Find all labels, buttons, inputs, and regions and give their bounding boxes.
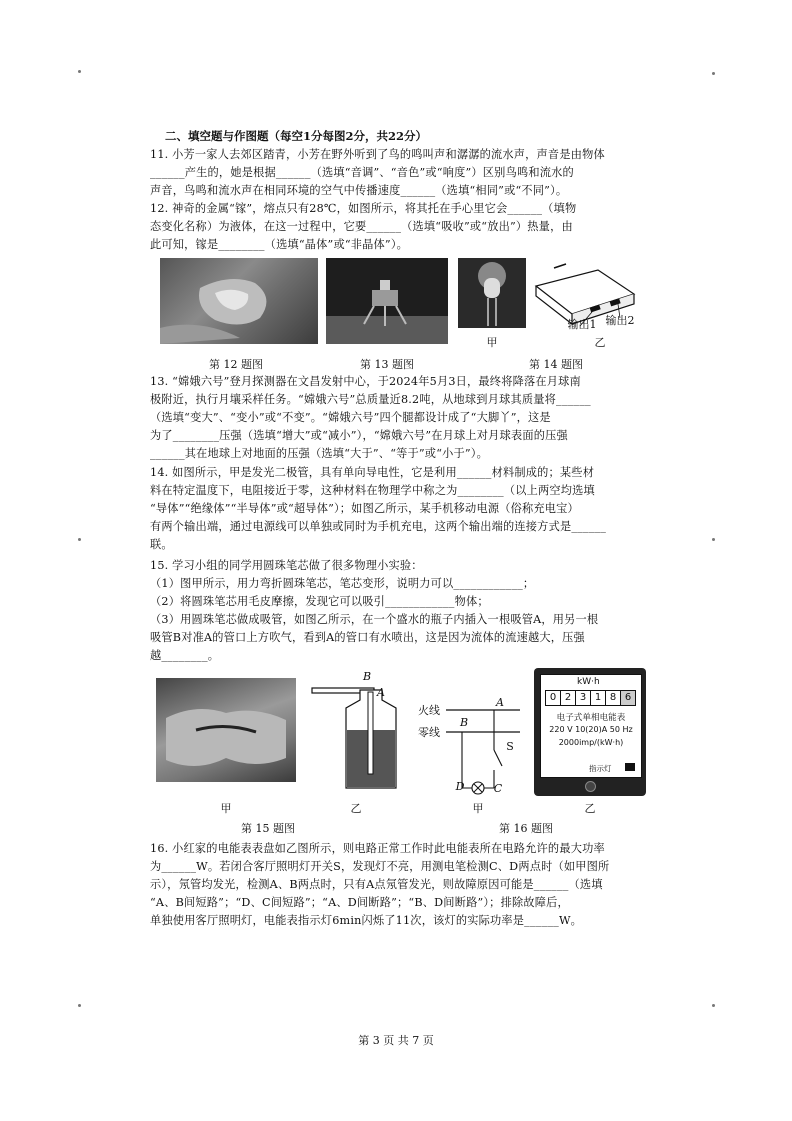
fig12-gallium-photo [160,258,318,344]
meter-title: 电子式单相电能表 [556,713,626,723]
fig15-straw-a-label: A [377,686,385,699]
indicator-light-icon [625,763,635,771]
fig13-lander-photo [326,258,448,344]
page-footer: 第 3 页 共 7 页 [358,1034,434,1047]
fig15-yi-label: 乙 [350,802,362,815]
meter-indicator-label: 指示灯 [589,764,612,773]
gallium-hand-icon [160,258,318,344]
meter-digit: 8 [606,690,621,706]
energy-meter [534,668,646,796]
scan-speck [78,538,81,541]
scan-speck [78,1004,81,1007]
meter-unit: kW·h [577,677,600,687]
fig16-fire-line-label: 火线 [418,704,440,717]
fig14-jia-label: 甲 [486,336,498,349]
fig15-straw-b-label: B [362,670,372,683]
question-15: 15. 学习小组的同学用圆珠笔芯做了很多物理小实验： （1）图甲所示，用力弯折圆珠笔芯，笔芯变形，说明力可以____________； （2）将圆珠笔芯用毛皮摩擦，发现它可以吸引____________物体； （3）用圆珠笔芯做成吸管，如图乙所示，在一个盛水的瓶子内插入一根吸管A，用另一根 吸管B对准A的管口上方吹气，看到A的管口有水喷出，这是因为流体的流速越大，压强 越________。 [150,559,599,662]
meter-digit: 0 [545,690,561,706]
section-title: 二、填空题与作图题（每空1分每图2分，共22分） [165,129,428,143]
question-13: 13. “嫦娥六号”登月探测器在文昌发射中心，于2024年5月3日，最终将降落在月球南 极附近，执行月壤采样任务。“嫦娥六号”总质量近8.2吨，从地球到月球其质量将______ （选填“变大”、“变小”或“不变”。“嫦娥六号”四个腿都设计成了“大脚丫”，这是 为了________压强（选填“增大”或“减小”），“嫦娥六号”在月球上对月球表面的压强 ______其在地球上对地面的压强（选填“大于”、“等于”或“小于”）。 [150,375,591,460]
meter-digit-decimal: 6 [621,690,636,706]
question-12: 12. 神奇的金属“镓”，熔点只有28℃，如图所示，将其托在手心里它会______（填物 态变化名称）为液体，在这一过程中，它要______（选填“吸收”或“放出”）热量，由 此可知，镓是________（选填“晶体”或“非晶体”）。 [150,202,577,251]
fig14-out2-label: 输出2 [605,314,635,327]
fig14-caption: 第 14 题图 [529,358,583,371]
fig16-point-a-label: A [496,696,504,709]
scan-speck [78,70,81,73]
fig16-jia-label: 甲 [472,802,484,815]
led-icon [458,258,526,328]
fig15-jia-label: 甲 [220,802,232,815]
fig12-caption: 第 12 题图 [209,358,263,371]
scan-speck [712,538,715,541]
fig13-caption: 第 13 题图 [360,358,414,371]
fig16-point-b-label: B [459,716,469,729]
meter-imp: 2000imp/(kW·h) [558,738,624,747]
scan-speck [712,72,715,75]
question-14: 14. 如图所示，甲是发光二极管，具有单向导电性，它是利用______材料制成的；某些材 料在特定温度下，电阻接近于零，这种材料在物理学中称之为________（以上两空均选填 “导体”“绝缘体”“半导体”或“超导体”）；如图乙所示，某手机移动电源（俗称充电宝） 有两个输出端，通过电源线可以单独或同时为手机充电，这两个输出端的连接方式是______ 联。 [150,466,607,551]
fig14-led-photo [458,258,526,328]
fig14-out1-label: 输出1 [567,318,597,331]
fig15-caption: 第 15 题图 [241,822,295,835]
meter-digit: 3 [576,690,591,706]
meter-digit: 1 [591,690,606,706]
fig16-zero-line-label: 零线 [418,726,440,739]
fig16-caption: 第 16 题图 [499,822,553,835]
lunar-lander-icon [326,258,448,344]
meter-spec: 220 V 10(20)A 50 Hz [549,725,633,734]
fig16-switch-s-label: S [506,740,514,753]
fig16-point-d-label: D [455,780,465,793]
bottle-straw-diagram [306,672,406,790]
meter-screw-icon [585,781,596,792]
fig14-yi-label: 乙 [594,336,606,349]
hands-pen-icon [156,678,296,782]
fig15-bend-pen-photo [156,678,296,782]
question-16: 16. 小红家的电能表表盘如乙图所示，则电路正常工作时此电能表所在电路允许的最大功率 为______W。若闭合客厅照明灯开关S，发现灯不亮，用测电笔检测C、D两点时（如甲图所 示），氖管均发光，检测A、B两点时，只有A点氖管发光，则故障原因可能是______（选填 “A、B间短路”；“D、C间短路”；“A、D间断路”；“B、D间断路”）；排除故障后， 单独使用客厅照明灯，电能表指示灯6min闪烁了11次，该灯的实际功率是______W。 [150,842,610,927]
question-11: 11. 小芳一家人去郊区踏青，小芳在野外听到了鸟的鸣叫声和潺潺的流水声，声音是由物体 ______产生的，她是根据______（选填“音调”、“音色”或“响度”）区别鸟鸣和流水的 声音，鸟鸣和流水声在相同环境的空气中传播速度______（选填“相同”或“不同”）。 [150,148,605,197]
fig16-yi-label: 乙 [584,802,596,815]
meter-panel [540,674,642,778]
scan-speck [712,1004,715,1007]
meter-digit: 2 [561,690,576,706]
meter-digits [545,690,636,706]
fig16-point-c-label: C [493,782,503,795]
